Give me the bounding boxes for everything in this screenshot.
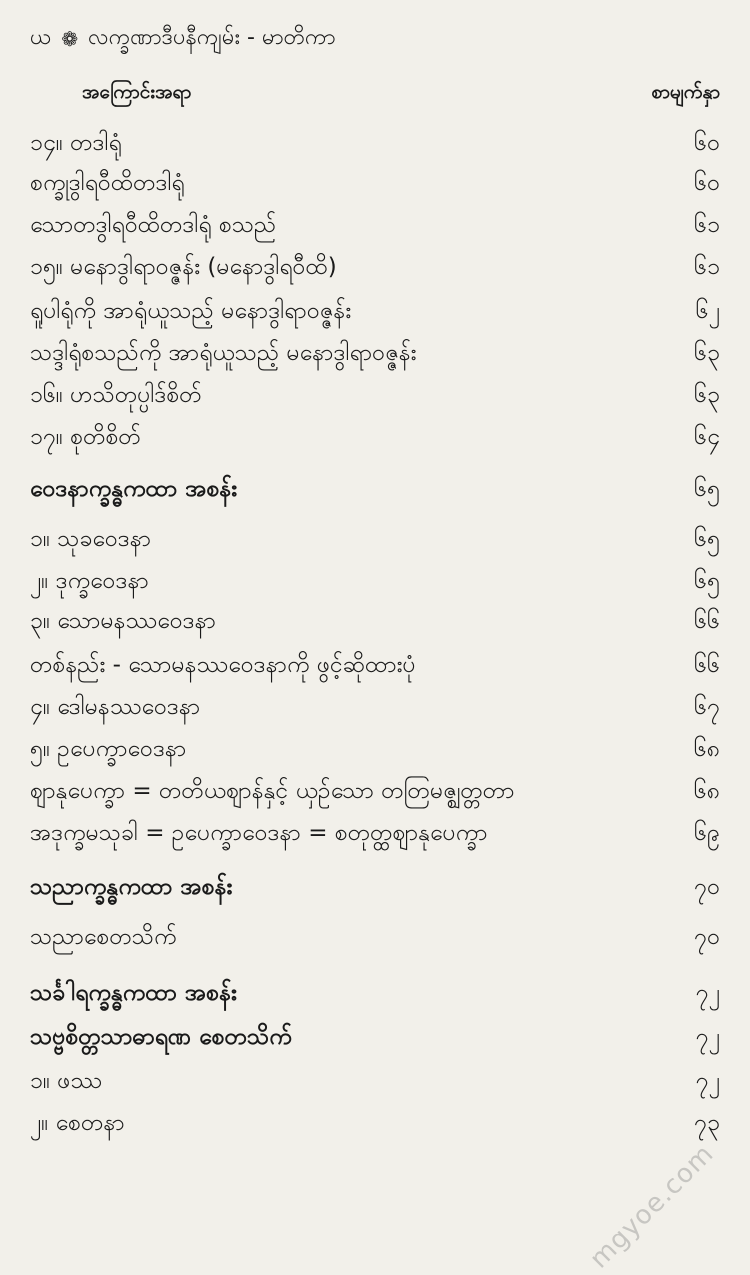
toc-entry bbox=[30, 296, 720, 336]
toc-page-number: ၆၅ bbox=[694, 476, 720, 502]
toc-page-number: ၆၉ bbox=[694, 820, 720, 846]
toc-entry-title: စက္ခုဒွါရဝီထိတဒါရုံ bbox=[30, 170, 185, 196]
toc-section-heading bbox=[30, 1022, 720, 1062]
toc-page-number: ၆၀ bbox=[694, 130, 720, 156]
toc-page-number: ၆၄ bbox=[694, 424, 720, 450]
toc-entry bbox=[30, 1066, 720, 1106]
toc-page-number: ၆၈ bbox=[693, 736, 720, 762]
toc-entry bbox=[30, 692, 720, 732]
toc-entry bbox=[30, 606, 720, 646]
toc-entry-title: ၂။ ဒုက္ခဝေဒနာ bbox=[30, 568, 149, 594]
toc-entry-title: ၅။ ဥပေက္ခာဝေဒနာ bbox=[30, 736, 187, 762]
heading-page: စာမျက်နှာ bbox=[651, 81, 720, 103]
toc-entry-title: သင်္ခါရက္ခန္ဓကထာ အစန်း bbox=[30, 980, 237, 1006]
toc-entry-title: ၁၄။ တဒါရုံ bbox=[30, 130, 122, 156]
toc-entry bbox=[30, 210, 720, 250]
toc-page-number: ၆၇ bbox=[694, 694, 720, 720]
toc-page-number: ၇၀ bbox=[694, 924, 720, 950]
toc-page-number: ၇၃ bbox=[694, 1110, 720, 1136]
toc-entry bbox=[30, 776, 720, 816]
toc-entry-title: ၁။ သုခဝေဒနာ bbox=[30, 526, 152, 552]
toc-page-number: ၆၁ bbox=[694, 212, 720, 238]
running-title: လက္ခဏာဒီပနီကျမ်း - မာတိကာ bbox=[88, 25, 336, 50]
toc-entry-title: ၄။ ဒေါမနဿဝေဒနာ bbox=[30, 694, 201, 720]
toc-page-number: ၆၁ bbox=[694, 254, 720, 280]
toc-entry bbox=[30, 338, 720, 378]
toc-entry-title: ၂။ စေတနာ bbox=[30, 1110, 125, 1136]
toc-entry-title: ၁၆။ ဟသိတုပ္ပါဒ်စိတ် bbox=[30, 382, 202, 408]
toc-entry-title: ၃။ သောမနဿဝေဒနာ bbox=[30, 608, 216, 634]
toc-page-number: ၆၂ bbox=[695, 298, 720, 324]
toc-entry bbox=[30, 128, 720, 168]
toc-entry bbox=[30, 1108, 720, 1148]
toc-entry bbox=[30, 380, 720, 420]
toc-entry-title: ၁။ ဖဿ bbox=[30, 1068, 103, 1094]
watermark: mgyoe.com bbox=[584, 1138, 720, 1275]
toc-page-number: ၇၂ bbox=[695, 1068, 720, 1094]
toc-section-heading bbox=[30, 978, 720, 1018]
toc-page-number: ၇၀ bbox=[694, 874, 720, 900]
heading-contents: အကြောင်းအရာ bbox=[82, 81, 192, 103]
toc-entry bbox=[30, 422, 720, 462]
toc-entry-title: ၁၅။ မနောဒွါရာဝဇ္ဇန်း (မနောဒွါရဝီထိ) bbox=[30, 254, 337, 280]
toc-page-number: ၆၀ bbox=[694, 170, 720, 196]
toc-entry bbox=[30, 252, 720, 292]
toc-page-number: ၆၈ bbox=[693, 778, 720, 804]
toc-page-number: ၇၂ bbox=[695, 1024, 720, 1050]
toc-entry bbox=[30, 734, 720, 774]
toc-page-number: ၆၃ bbox=[694, 382, 720, 408]
toc-entry-title: ဝေဒနာက္ခန္ဓကထာ အစန်း bbox=[30, 476, 238, 502]
toc-entry bbox=[30, 168, 720, 208]
toc-entry bbox=[30, 922, 720, 962]
toc-entry-title: ဈာနုပေက္ခာ = တတိယဈာန်နှင့် ယှဉ်သော တတြမဇ္ဈတ္တတာ bbox=[30, 778, 515, 804]
toc-page-number: ၆၅ bbox=[694, 526, 720, 552]
toc-entry-title: အဒုက္ခမသုခါ = ဥပေက္ခာဝေဒနာ = စတုတ္ထဈာနုပေက္ခာ bbox=[30, 820, 488, 846]
toc-page-number: ၆၆ bbox=[694, 608, 720, 634]
toc-entry-title: တစ်နည်း - သောမနဿဝေဒနာကို ဖွင့်ဆိုထားပုံ bbox=[30, 652, 416, 678]
toc-entry-title: သဗ္ဗစိတ္တသာဓာရဏ စေတသိက် bbox=[30, 1024, 292, 1050]
toc-page-number: ၆၅ bbox=[694, 568, 720, 594]
toc-page-number: ၆၃ bbox=[694, 340, 720, 366]
toc-entry bbox=[30, 566, 720, 606]
toc-entry-title: သဒ္ဒါရုံစသည်ကို အာရုံယူသည့် မနောဒွါရာဝဇ္ဇန်း bbox=[30, 340, 417, 366]
toc-entry-title: သညာစေတသိက် bbox=[30, 924, 177, 950]
toc-entry-title: ၁၇။ စုတိစိတ် bbox=[30, 424, 141, 450]
toc-entry-title: သညာက္ခန္ဓကထာ အစန်း bbox=[30, 874, 233, 900]
toc-entry-title: သောတဒွါရဝီထိတဒါရုံ စသည် bbox=[30, 212, 277, 238]
toc-section-heading bbox=[30, 474, 720, 514]
toc-page-number: ၇၂ bbox=[695, 980, 720, 1006]
toc-entry-title: ရူပါရုံကို အာရုံယူသည့် မနောဒွါရာဝဇ္ဇန်း bbox=[30, 298, 352, 324]
emblem-icon: ❁ bbox=[61, 26, 79, 51]
toc-entry bbox=[30, 818, 720, 858]
toc-entry bbox=[30, 650, 720, 690]
page-letter: ယ bbox=[30, 25, 52, 50]
toc-entry bbox=[30, 524, 720, 564]
toc-section-heading bbox=[30, 872, 720, 912]
toc-page-number: ၆၆ bbox=[694, 652, 720, 678]
